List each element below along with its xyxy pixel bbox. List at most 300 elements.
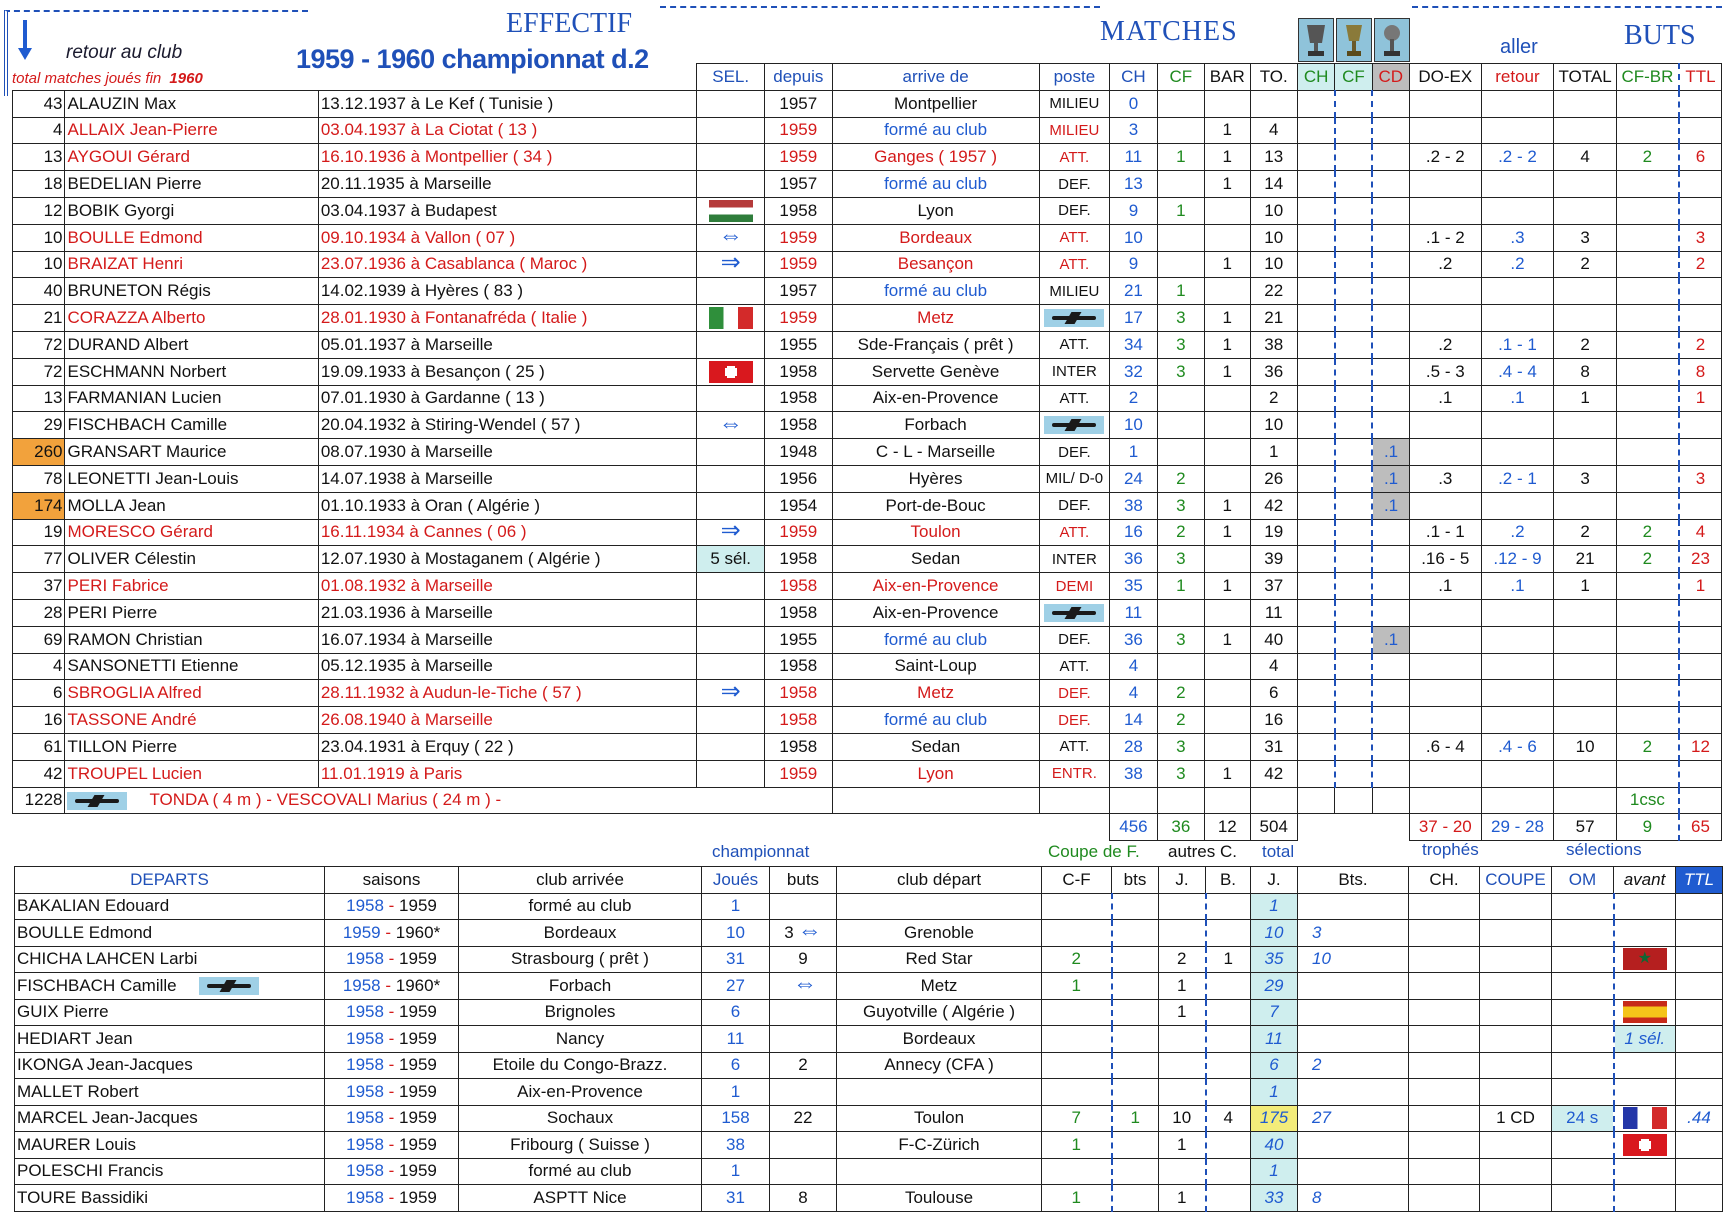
player-matches-total: 77 bbox=[13, 546, 65, 573]
goals-total: 4 bbox=[1554, 144, 1617, 171]
depart-buts bbox=[770, 1026, 837, 1053]
footer-notes-text: TONDA ( 4 m ) - VESCOVALI Marius ( 24 m ) - bbox=[149, 790, 502, 810]
player-bar: 1 bbox=[1205, 251, 1250, 278]
airplane-icon bbox=[67, 792, 127, 810]
player-row bbox=[13, 492, 1722, 519]
trophy-cd-cell bbox=[1372, 599, 1409, 626]
player-since: 1959 bbox=[765, 760, 833, 787]
trophy-cd-cell bbox=[1372, 519, 1409, 546]
player-matches-total: 78 bbox=[13, 465, 65, 492]
player-from-club: Toulon bbox=[832, 519, 1039, 546]
player-cf bbox=[1157, 439, 1204, 466]
player-position: ATT. bbox=[1039, 331, 1110, 358]
depart-total-bts bbox=[1298, 1132, 1409, 1159]
goals-aller: .2 bbox=[1409, 331, 1481, 358]
player-cf bbox=[1157, 251, 1204, 278]
depart-ttl bbox=[1676, 920, 1723, 947]
trophy-cd-cell bbox=[1372, 707, 1409, 734]
goals-total bbox=[1554, 171, 1617, 198]
player-matches-total: 42 bbox=[13, 760, 65, 787]
player-position: MILIEU bbox=[1039, 90, 1110, 117]
depart-club-arrivee: ASPTT Nice bbox=[459, 1185, 702, 1212]
goals-retour: .1 - 1 bbox=[1481, 331, 1554, 358]
depart-total-j: 7 bbox=[1251, 999, 1298, 1026]
goals-retour: .2 bbox=[1481, 519, 1554, 546]
depart-name-text: MALLET Robert bbox=[17, 1081, 139, 1101]
goals-total: 8 bbox=[1554, 358, 1617, 385]
player-matches-total: 16 bbox=[13, 707, 65, 734]
footer-empty-cell bbox=[1679, 787, 1722, 814]
depart-buts bbox=[770, 1052, 837, 1079]
goals-retour: .2 - 1 bbox=[1481, 465, 1554, 492]
depart-club-depart: Annecy (CFA ) bbox=[837, 1052, 1042, 1079]
player-to: 16 bbox=[1250, 707, 1297, 734]
player-bar bbox=[1205, 599, 1250, 626]
goals-ttl bbox=[1679, 278, 1722, 305]
trophy-ch-cell bbox=[1297, 144, 1334, 171]
player-to: 10 bbox=[1250, 197, 1297, 224]
player-cf: 1 bbox=[1157, 197, 1204, 224]
goals-cf-br bbox=[1616, 412, 1679, 439]
season-title: 1959 - 1960 championnat d.2 bbox=[296, 44, 649, 74]
player-name: BRUNETON Régis bbox=[65, 278, 318, 305]
depart-club-depart: Guyotville ( Algérie ) bbox=[837, 999, 1042, 1026]
depart-cf: 1 bbox=[1042, 1185, 1112, 1212]
player-birth: 01.08.1932 à Marseille bbox=[318, 573, 697, 600]
matches-title: MATCHES bbox=[1100, 16, 1238, 47]
player-cf: 2 bbox=[1157, 519, 1204, 546]
player-from-club: Sedan bbox=[832, 546, 1039, 573]
player-since: 1958 bbox=[765, 707, 833, 734]
depart-autres-b bbox=[1206, 1158, 1251, 1185]
player-bar bbox=[1205, 385, 1250, 412]
depart-coupe bbox=[1480, 1185, 1552, 1212]
goals-cf-br: 2 bbox=[1616, 733, 1679, 760]
player-selection bbox=[697, 733, 765, 760]
depart-total-bts bbox=[1298, 973, 1409, 1000]
player-selection bbox=[697, 278, 765, 305]
footer-empty-cell bbox=[1409, 787, 1481, 814]
depart-joues: 1 bbox=[702, 1079, 770, 1106]
header-dash-top bbox=[660, 6, 1100, 8]
player-selection bbox=[697, 224, 765, 251]
depart-avant bbox=[1614, 1052, 1676, 1079]
player-to: 14 bbox=[1250, 171, 1297, 198]
player-bar bbox=[1205, 680, 1250, 707]
depart-om bbox=[1552, 1158, 1614, 1185]
goals-total bbox=[1554, 760, 1617, 787]
depart-avant bbox=[1614, 973, 1676, 1000]
goals-ttl bbox=[1679, 439, 1722, 466]
player-bar bbox=[1205, 412, 1250, 439]
player-birth: 21.03.1936 à Marseille bbox=[318, 599, 697, 626]
goals-total: 21 bbox=[1554, 546, 1617, 573]
player-row bbox=[13, 707, 1722, 734]
goals-aller: .1 bbox=[1409, 573, 1481, 600]
player-selection bbox=[697, 90, 765, 117]
player-to: 39 bbox=[1250, 546, 1297, 573]
player-cf: 3 bbox=[1157, 733, 1204, 760]
trophy-cf-cell bbox=[1335, 278, 1372, 305]
goals-total: 3 bbox=[1554, 224, 1617, 251]
col-bts: bts bbox=[1112, 867, 1159, 894]
goals-cf-br bbox=[1616, 626, 1679, 653]
goals-retour bbox=[1481, 412, 1554, 439]
trophy-ch-cell bbox=[1297, 197, 1334, 224]
goals-ttl bbox=[1679, 305, 1722, 332]
player-cf: 3 bbox=[1157, 305, 1204, 332]
footer-empty-cell bbox=[832, 787, 1039, 814]
depart-coupe bbox=[1480, 1026, 1552, 1053]
double-arrow-icon: ⇔ bbox=[718, 224, 743, 250]
depart-ttl bbox=[1676, 999, 1723, 1026]
depart-autres-j bbox=[1159, 1079, 1206, 1106]
trophy-ch-cell bbox=[1297, 305, 1334, 332]
trophy-cf-cell bbox=[1335, 224, 1372, 251]
trophy-ch-cell bbox=[1297, 492, 1334, 519]
depart-club-depart: F-C-Zürich bbox=[837, 1132, 1042, 1159]
player-to: 37 bbox=[1250, 573, 1297, 600]
player-name: TASSONE André bbox=[65, 707, 318, 734]
goals-cf-br bbox=[1616, 492, 1679, 519]
group-autres: autres C. bbox=[1168, 842, 1237, 861]
col-cf: C-F bbox=[1042, 867, 1112, 894]
goals-ttl bbox=[1679, 197, 1722, 224]
depart-trophy-ch bbox=[1409, 1026, 1480, 1053]
goals-cf-br bbox=[1616, 117, 1679, 144]
depart-om bbox=[1552, 1079, 1614, 1106]
player-from-club: Aix-en-Provence bbox=[832, 385, 1039, 412]
player-selection bbox=[697, 385, 765, 412]
depart-seasons bbox=[325, 1026, 459, 1053]
player-from-club: formé au club bbox=[832, 626, 1039, 653]
player-from-club: Forbach bbox=[832, 412, 1039, 439]
player-cf bbox=[1157, 117, 1204, 144]
player-position: ENTR. bbox=[1039, 760, 1110, 787]
right-arrow-icon: ⇒ bbox=[720, 679, 741, 705]
depart-buts bbox=[770, 1185, 837, 1212]
trophy-ch-cell bbox=[1297, 251, 1334, 278]
depart-avant bbox=[1614, 1185, 1676, 1212]
player-bar: 1 bbox=[1205, 626, 1250, 653]
depart-autres-j bbox=[1159, 1158, 1206, 1185]
col-coupe: COUPE bbox=[1480, 867, 1552, 894]
player-to: 10 bbox=[1250, 412, 1297, 439]
depart-ttl bbox=[1676, 893, 1723, 920]
player-from-club: Aix-en-Provence bbox=[832, 599, 1039, 626]
depart-coupe bbox=[1480, 1132, 1552, 1159]
player-since: 1959 bbox=[765, 305, 833, 332]
player-position: DEF. bbox=[1039, 680, 1110, 707]
player-bar: 1 bbox=[1205, 358, 1250, 385]
depart-row bbox=[15, 1026, 1723, 1053]
trophy-cf-cell bbox=[1335, 707, 1372, 734]
depart-club-arrivee: Fribourg ( Suisse ) bbox=[459, 1132, 702, 1159]
goals-total bbox=[1554, 412, 1617, 439]
player-bar: 1 bbox=[1205, 171, 1250, 198]
player-from-club: Servette Genève bbox=[832, 358, 1039, 385]
depart-name-text: MARCEL Jean-Jacques bbox=[17, 1108, 198, 1128]
player-birth: 14.02.1939 à Hyères ( 83 ) bbox=[318, 278, 697, 305]
depart-autres-b bbox=[1206, 973, 1251, 1000]
trophy-cf-cell bbox=[1335, 90, 1372, 117]
goals-retour: .1 bbox=[1481, 385, 1554, 412]
goals-cf-br bbox=[1616, 305, 1679, 332]
player-position bbox=[1039, 599, 1110, 626]
player-from-club: C - L - Marseille bbox=[832, 439, 1039, 466]
footer-empty-cell bbox=[1157, 787, 1204, 814]
player-row bbox=[13, 358, 1722, 385]
group-selections: sélections bbox=[1566, 840, 1642, 859]
depart-name bbox=[15, 1132, 325, 1159]
player-from-club: Bordeaux bbox=[832, 224, 1039, 251]
season-dash: - bbox=[383, 1108, 400, 1128]
player-cf: 3 bbox=[1157, 358, 1204, 385]
depart-cf-bts bbox=[1112, 973, 1159, 1000]
player-ch: 16 bbox=[1110, 519, 1157, 546]
depart-avant bbox=[1614, 1158, 1676, 1185]
player-position: DEF. bbox=[1039, 492, 1110, 519]
player-ch: 1 bbox=[1110, 439, 1157, 466]
player-to: 4 bbox=[1250, 117, 1297, 144]
player-to: 22 bbox=[1250, 278, 1297, 305]
player-name: PERI Pierre bbox=[65, 599, 318, 626]
player-bar bbox=[1205, 439, 1250, 466]
trophy-cf-cell bbox=[1335, 465, 1372, 492]
right-arrow-icon: ⇒ bbox=[720, 251, 741, 276]
depart-buts-value: 8 bbox=[798, 1187, 808, 1207]
goals-cf-br bbox=[1616, 707, 1679, 734]
depart-autres-j: 1 bbox=[1159, 1185, 1206, 1212]
col-to: TO. bbox=[1250, 64, 1297, 91]
depart-total-bts bbox=[1298, 1158, 1409, 1185]
player-name: FISCHBACH Camille bbox=[65, 412, 318, 439]
depart-row bbox=[15, 1158, 1723, 1185]
group-total: total bbox=[1262, 842, 1295, 861]
season-end: 1959 bbox=[399, 1161, 437, 1181]
depart-trophy-ch bbox=[1409, 1158, 1480, 1185]
depart-coupe bbox=[1480, 1079, 1552, 1106]
player-since: 1958 bbox=[765, 546, 833, 573]
player-position bbox=[1039, 305, 1110, 332]
total-label-text: total matches joués fin bbox=[12, 70, 162, 87]
footer-notes bbox=[65, 787, 832, 814]
depart-name bbox=[15, 1105, 325, 1132]
player-position: ATT. bbox=[1039, 144, 1110, 171]
player-ch: 38 bbox=[1110, 492, 1157, 519]
depart-om bbox=[1552, 920, 1614, 947]
depart-om bbox=[1552, 1132, 1614, 1159]
player-cf: 3 bbox=[1157, 492, 1204, 519]
player-to: 40 bbox=[1250, 626, 1297, 653]
depart-cf-bts bbox=[1112, 1132, 1159, 1159]
player-birth: 05.01.1937 à Marseille bbox=[318, 331, 697, 358]
goals-aller bbox=[1409, 599, 1481, 626]
player-name: TILLON Pierre bbox=[65, 733, 318, 760]
trophy-cd-cell bbox=[1372, 358, 1409, 385]
player-ch: 11 bbox=[1110, 144, 1157, 171]
depart-ttl bbox=[1676, 1052, 1723, 1079]
trophy-cf-cell bbox=[1335, 358, 1372, 385]
goals-aller bbox=[1409, 680, 1481, 707]
depart-autres-b bbox=[1206, 1079, 1251, 1106]
trophy-cd-cell bbox=[1372, 197, 1409, 224]
season-end: 1959 bbox=[399, 1028, 437, 1048]
player-to: 19 bbox=[1250, 519, 1297, 546]
goals-retour bbox=[1481, 305, 1554, 332]
depart-coupe bbox=[1480, 946, 1552, 973]
player-ch: 34 bbox=[1110, 331, 1157, 358]
depart-autres-j bbox=[1159, 1026, 1206, 1053]
player-cf: 1 bbox=[1157, 144, 1204, 171]
player-name: PERI Fabrice bbox=[65, 573, 318, 600]
goals-cf-br bbox=[1616, 358, 1679, 385]
effectif-title: EFFECTIF bbox=[506, 8, 633, 39]
goals-aller bbox=[1409, 439, 1481, 466]
depart-joues: 1 bbox=[702, 893, 770, 920]
col-trophy-cd: CD bbox=[1372, 64, 1409, 91]
depart-row bbox=[15, 1079, 1723, 1106]
goals-total: 10 bbox=[1554, 733, 1617, 760]
footer-empty-cell bbox=[1205, 787, 1250, 814]
depart-avant: 1 sél. bbox=[1614, 1026, 1676, 1053]
trophy-ch-cell bbox=[1297, 439, 1334, 466]
depart-name bbox=[15, 1052, 325, 1079]
depart-autres-j: 1 bbox=[1159, 999, 1206, 1026]
blank-header bbox=[318, 64, 697, 91]
player-ch: 17 bbox=[1110, 305, 1157, 332]
depart-avant bbox=[1614, 1105, 1676, 1132]
player-row bbox=[13, 90, 1722, 117]
depart-total-bts bbox=[1298, 1026, 1409, 1053]
player-since: 1958 bbox=[765, 358, 833, 385]
goals-aller: .1 - 1 bbox=[1409, 519, 1481, 546]
season-dash: - bbox=[383, 1002, 400, 1022]
player-from-club: Metz bbox=[832, 305, 1039, 332]
departs-header-row bbox=[15, 867, 1723, 894]
goals-retour bbox=[1481, 599, 1554, 626]
col-trophy-cf: CF bbox=[1335, 64, 1372, 91]
depart-seasons bbox=[325, 893, 459, 920]
goals-retour bbox=[1481, 439, 1554, 466]
depart-name bbox=[15, 920, 325, 947]
blank-header bbox=[13, 64, 65, 91]
depart-cf-bts bbox=[1112, 946, 1159, 973]
player-cf bbox=[1157, 653, 1204, 680]
depart-coupe bbox=[1480, 893, 1552, 920]
depart-ttl bbox=[1676, 973, 1723, 1000]
depart-buts-value: 2 bbox=[798, 1055, 808, 1075]
player-ch: 9 bbox=[1110, 251, 1157, 278]
goals-ttl bbox=[1679, 599, 1722, 626]
plate-trophy-icon bbox=[1374, 18, 1410, 62]
player-since: 1958 bbox=[765, 197, 833, 224]
player-to: 38 bbox=[1250, 331, 1297, 358]
trophy-cd-cell bbox=[1372, 680, 1409, 707]
trophy-ch-cell bbox=[1297, 358, 1334, 385]
goals-aller bbox=[1409, 171, 1481, 198]
depart-club-depart bbox=[837, 1079, 1042, 1106]
depart-ttl bbox=[1676, 1026, 1723, 1053]
goals-cf-br bbox=[1616, 465, 1679, 492]
player-since: 1957 bbox=[765, 278, 833, 305]
player-row bbox=[13, 465, 1722, 492]
player-ch: 2 bbox=[1110, 385, 1157, 412]
trophy-ch-cell bbox=[1297, 465, 1334, 492]
footer-empty-cell bbox=[1110, 787, 1157, 814]
trophy-cf-cell bbox=[1335, 760, 1372, 787]
player-selection bbox=[697, 465, 765, 492]
player-from-club: Sde-Français ( prêt ) bbox=[832, 331, 1039, 358]
player-from-club: Besançon bbox=[832, 251, 1039, 278]
depart-seasons bbox=[325, 1052, 459, 1079]
right-arrow-icon: ⇒ bbox=[720, 519, 741, 544]
season-end: 1959 bbox=[399, 949, 437, 969]
flag-ma-icon: ★ bbox=[1623, 948, 1667, 970]
player-to: 26 bbox=[1250, 465, 1297, 492]
goals-total: 2 bbox=[1554, 251, 1617, 278]
player-from-club: Hyères bbox=[832, 465, 1039, 492]
player-from-club: Montpellier bbox=[832, 90, 1039, 117]
depart-total-j: 11 bbox=[1251, 1026, 1298, 1053]
season-end: 1960* bbox=[395, 922, 441, 942]
goals-ttl: 1 bbox=[1679, 385, 1722, 412]
goals-aller bbox=[1409, 760, 1481, 787]
player-cf: 2 bbox=[1157, 465, 1204, 492]
season-start: 1958 bbox=[346, 1081, 384, 1101]
player-position: ATT. bbox=[1039, 251, 1110, 278]
player-since: 1955 bbox=[765, 331, 833, 358]
trophy-cd-cell bbox=[1372, 90, 1409, 117]
airplane-icon bbox=[1044, 604, 1104, 622]
trophy-cf-cell bbox=[1335, 492, 1372, 519]
flag-it-icon bbox=[709, 307, 753, 329]
goals-cf-br: 2 bbox=[1616, 546, 1679, 573]
depart-avant bbox=[1614, 920, 1676, 947]
depart-avant bbox=[1614, 1132, 1676, 1159]
goals-total: 3 bbox=[1554, 465, 1617, 492]
trophy-ch-cell bbox=[1297, 171, 1334, 198]
goals-cf-br: 2 bbox=[1616, 519, 1679, 546]
depart-club-depart bbox=[837, 893, 1042, 920]
season-start: 1958 bbox=[346, 1187, 384, 1207]
goals-aller bbox=[1409, 707, 1481, 734]
footer-empty-cell bbox=[1481, 787, 1554, 814]
depart-seasons bbox=[325, 1158, 459, 1185]
player-birth: 16.07.1934 à Marseille bbox=[318, 626, 697, 653]
depart-club-depart: Toulon bbox=[837, 1105, 1042, 1132]
goals-ttl: 12 bbox=[1679, 733, 1722, 760]
player-to: 6 bbox=[1250, 680, 1297, 707]
flag-hu-icon bbox=[709, 200, 753, 222]
depart-club-arrivee: Bordeaux bbox=[459, 920, 702, 947]
season-dash: - bbox=[383, 1028, 400, 1048]
player-birth: 14.07.1938 à Marseille bbox=[318, 465, 697, 492]
goals-retour bbox=[1481, 278, 1554, 305]
depart-buts-value: 22 bbox=[793, 1108, 813, 1128]
goals-total: 1 bbox=[1554, 573, 1617, 600]
player-ch: 38 bbox=[1110, 760, 1157, 787]
aller-label: aller bbox=[1500, 36, 1538, 58]
season-end: 1959 bbox=[399, 1055, 437, 1075]
trophy-ch-cell bbox=[1297, 546, 1334, 573]
player-birth: 09.10.1934 à Vallon ( 07 ) bbox=[318, 224, 697, 251]
trophy-cf-cell bbox=[1335, 117, 1372, 144]
depart-buts bbox=[770, 1132, 837, 1159]
depart-trophy-ch bbox=[1409, 1052, 1480, 1079]
player-selection bbox=[697, 412, 765, 439]
player-row bbox=[13, 331, 1722, 358]
